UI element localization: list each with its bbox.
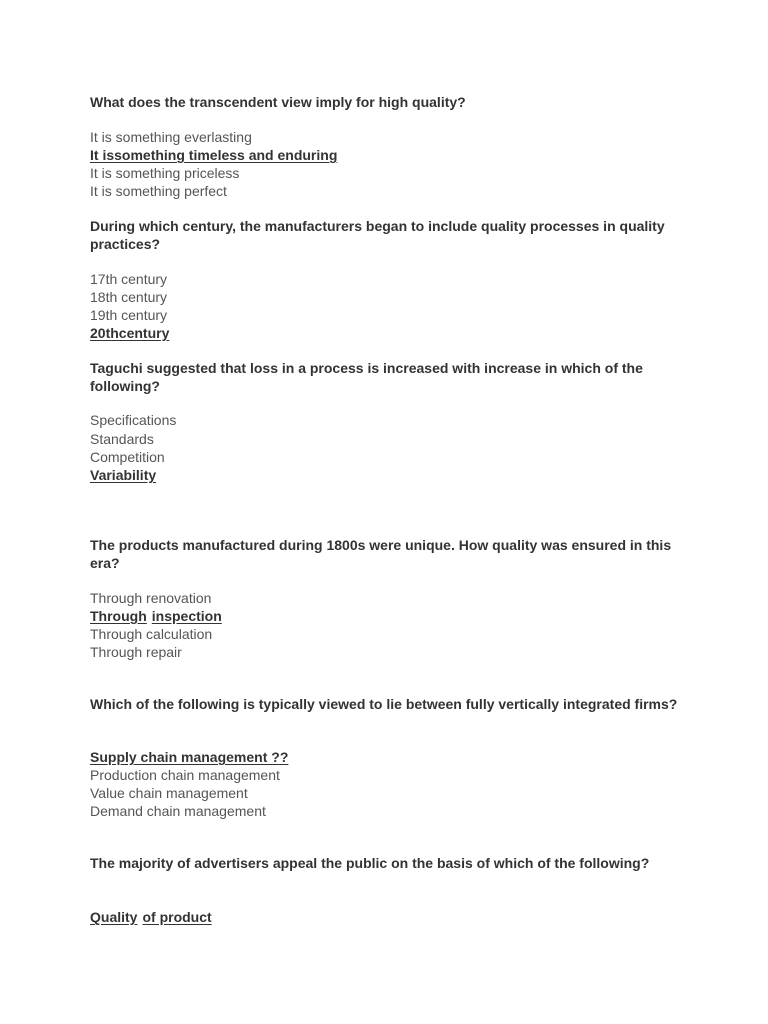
q4-option-4: Through repair [90, 644, 182, 660]
q6-answer-word-1: Quality [90, 909, 138, 925]
question-2: During which century, the manufacturers began to include quality processes in quality practices? [90, 218, 665, 252]
q4-answer-word-1: Through [90, 608, 147, 624]
q1-option-4: It is something perfect [90, 183, 227, 199]
q1-option-3: It is something priceless [90, 165, 240, 181]
q5-option-3: Value chain management [90, 785, 248, 801]
q3-option-1: Specifications [90, 412, 177, 428]
question-5: Which of the following is typically viewed to lie between fully vertically integrated firms? [90, 696, 678, 712]
q5-option-2: Production chain management [90, 767, 280, 783]
q1-option-1: It is something everlasting [90, 129, 252, 145]
q2-option-1: 17th century [90, 271, 168, 287]
question-6: The majority of advertisers appeal the public on the basis of which of the following? [90, 855, 650, 871]
q5-option-1-answer: Supply chain management ?? [90, 749, 289, 765]
q4-option-3: Through calculation [90, 626, 213, 642]
q2-option-3: 19th century [90, 307, 168, 323]
q1-option-2-answer: It issomething timeless and enduring [90, 147, 338, 163]
q6-answer-word-2: of product [142, 909, 212, 925]
question-3: Taguchi suggested that loss in a process is increased with increase in which of the following? [90, 360, 643, 394]
q3-option-4-answer: Variability [90, 467, 157, 483]
q4-option-2-answer [90, 607, 222, 625]
q3-option-3: Competition [90, 449, 165, 465]
q6-option-1-answer [90, 908, 212, 926]
q4-option-1: Through renovation [90, 590, 212, 606]
q2-option-4-answer: 20thcentury [90, 325, 170, 341]
q3-option-2: Standards [90, 431, 154, 447]
q2-option-2: 18th century [90, 289, 168, 305]
question-4: The products manufactured during 1800s were unique. How quality was ensured in this era? [90, 537, 672, 571]
question-1: What does the transcendent view imply for high quality? [90, 94, 466, 110]
q5-option-4: Demand chain management [90, 803, 266, 819]
q4-answer-word-2: inspection [151, 608, 222, 624]
